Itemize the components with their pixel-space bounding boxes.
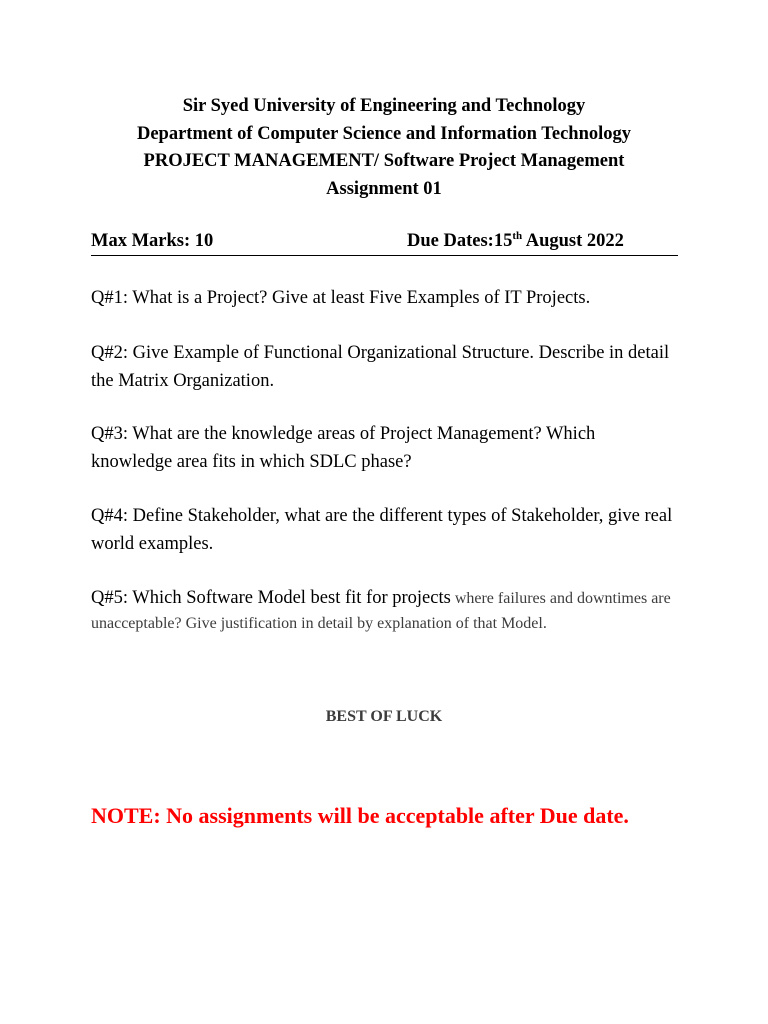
marks-due-row bbox=[91, 229, 678, 256]
question-5-tail: where failures and downtimes are unacceptable? Give justification in detail by explanation of that Model. bbox=[91, 590, 671, 632]
assignment-title: Assignment 01 bbox=[326, 178, 442, 199]
due-date-note: NOTE: No assignments will be acceptable after Due date. bbox=[91, 803, 629, 828]
question-5-lead: Q#5: Which Software Model best fit for projects bbox=[91, 588, 451, 608]
question-5 bbox=[91, 586, 681, 636]
due-date-suffix: August 2022 bbox=[522, 231, 624, 251]
question-3: Q#3: What are the knowledge areas of Project Management? Which knowledge area fits in which SDLC phase? bbox=[91, 424, 596, 472]
due-date bbox=[407, 229, 624, 253]
closing-message: BEST OF LUCK bbox=[325, 708, 443, 725]
question-4: Q#4: Define Stakeholder, what are the different types of Stakeholder, give real world examples. bbox=[91, 506, 673, 554]
university-name: Sir Syed University of Engineering and Technology bbox=[182, 96, 586, 116]
question-2: Q#2: Give Example of Functional Organizational Structure. Describe in detail the Matrix Organization. bbox=[91, 343, 670, 391]
max-marks: Max Marks: 10 bbox=[91, 231, 214, 251]
document-header bbox=[0, 93, 768, 203]
due-date-prefix: Due Dates:15 bbox=[407, 231, 513, 251]
question-1: Q#1: What is a Project? Give at least Five Examples of IT Projects. bbox=[91, 288, 591, 308]
department-name: Department of Computer Science and Information Technology bbox=[136, 123, 631, 144]
course-title: PROJECT MANAGEMENT/ Software Project Management bbox=[143, 151, 625, 171]
due-date-superscript: th bbox=[512, 230, 523, 242]
